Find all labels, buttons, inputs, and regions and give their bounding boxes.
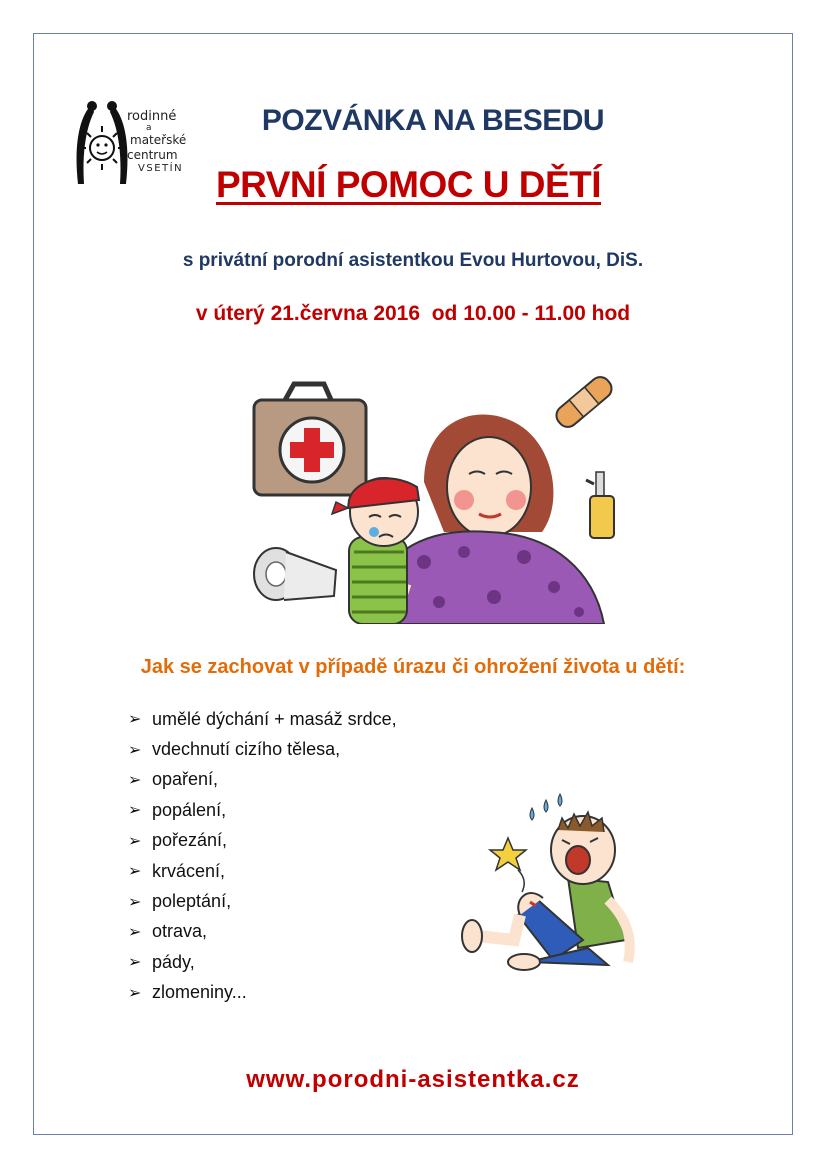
list-item [128, 734, 397, 764]
list-item [128, 704, 397, 734]
arrow-bullet-icon: ➢ [128, 741, 142, 759]
list-item [128, 917, 397, 947]
first-aid-kit-icon [254, 384, 366, 495]
list-item-text: vdechnutí cizího tělesa, [152, 739, 341, 760]
arrow-bullet-icon: ➢ [128, 954, 142, 972]
list-item [128, 856, 397, 886]
list-item [128, 947, 397, 977]
logo-text-line: mateřské [130, 133, 187, 147]
arrow-bullet-icon: ➢ [128, 832, 142, 850]
arrow-bullet-icon: ➢ [128, 893, 142, 911]
arrow-bullet-icon: ➢ [128, 802, 142, 820]
speaker-line: s privátní porodní asistentkou Evou Hurtovou, DiS. [182, 250, 644, 271]
pain-star-icon [490, 838, 526, 870]
list-item-text: otrava, [152, 921, 208, 942]
topics-list [128, 704, 397, 1008]
list-item-text: pády, [152, 951, 195, 972]
list-item-text: zlomeniny... [152, 982, 247, 1003]
headline: PRVNÍ POMOC U DĚTÍ [216, 164, 602, 205]
plaster-icon [552, 373, 615, 431]
list-item [128, 765, 397, 795]
logo-text-line: a [146, 123, 152, 133]
list-item-text: krvácení, [152, 860, 226, 881]
list-item [128, 978, 397, 1008]
logo-text-line: VSETÍN [138, 163, 184, 174]
arrow-bullet-icon: ➢ [128, 863, 142, 881]
mother-child-first-aid-illustration [224, 362, 634, 624]
date-line: v úterý 21.června 2016 od 10.00 - 11.00 hod [195, 302, 631, 325]
list-item [128, 826, 397, 856]
topics-heading: Jak se zachovat v případě úrazu či ohrožení života u dětí: [140, 656, 686, 678]
list-item [128, 886, 397, 916]
crying-child-figure [332, 478, 419, 624]
logo-text-line: rodinné [127, 109, 177, 124]
list-item-text: poleptání, [152, 891, 232, 912]
bandage-roll-icon [254, 548, 336, 600]
arrow-bullet-icon: ➢ [128, 984, 142, 1002]
arrow-bullet-icon: ➢ [128, 711, 142, 729]
spray-bottle-icon [586, 472, 614, 538]
list-item-text: popálení, [152, 799, 227, 820]
arrow-bullet-icon: ➢ [128, 923, 142, 941]
logo-text-line: centrum [127, 148, 178, 162]
list-item-text: opaření, [152, 769, 219, 790]
list-item [128, 795, 397, 825]
website-link[interactable]: www.porodni-asistentka.cz [246, 1066, 580, 1093]
injured-child-illustration [458, 790, 648, 980]
list-item-text: pořezání, [152, 830, 228, 851]
page-title: POZVÁNKA NA BESEDU [261, 104, 605, 137]
list-item-text: umělé dýchání + masáž srdce, [152, 708, 397, 729]
arrow-bullet-icon: ➢ [128, 771, 142, 789]
